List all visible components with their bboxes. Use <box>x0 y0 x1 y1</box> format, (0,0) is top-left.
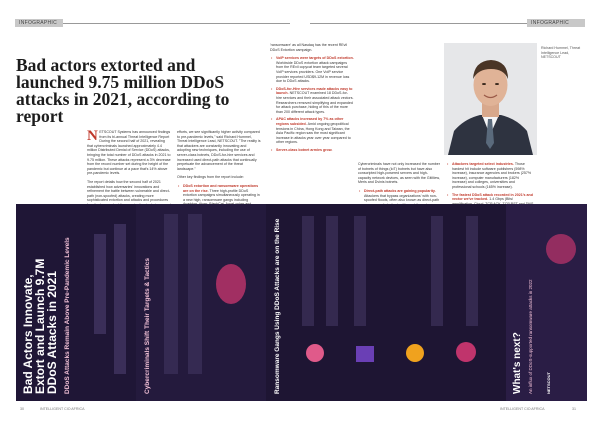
infographic-section-3 <box>266 204 506 401</box>
ransomware-logo-icon <box>456 342 476 362</box>
infographic-graphic <box>546 234 576 264</box>
infographic-text-block <box>164 214 178 374</box>
col3-bullet-1 <box>270 56 354 84</box>
bullet-title: The fastest DDoS attack recorded in 2021's and vector we've tracked. <box>452 192 533 202</box>
bullet-title: DDoS-for-Hire services made attacks easy to launch. <box>276 86 353 96</box>
col1-paragraph-1: ETSCOUT Systems has announced findings from its bi-annual Threat Intelligence Report During the second half of 2021, revealing that cybercriminals launched approximately 4.4 million Distributed Denial of Service (DDoS) attacks, bringing the total number of DDoS attacks in 2021 to 9.75 million. These attacks represent a 3% decrease from the record number set during the height of the pandemic but continue at a pace that's 14% above pre-pandemic levels. <box>87 130 171 176</box>
infographic-text-block <box>114 224 126 374</box>
drop-cap: N <box>87 128 98 144</box>
infographic-text-block <box>354 216 366 326</box>
col2-paragraph-1: efforts, we see significantly higher activity compared to pre-pandemic levels," said Richard Hummel, Threat Intelligence Lead, NETSCOUT. "The reality is that attackers are constantly innovating and adopting new techniques, including the use of server-class botnets, DDoS-for-hire services and increased used direct-path attacks that continually perpetuate the advancement of the threat landscape." <box>177 130 261 171</box>
col3-paragraph-1: 'ransomware' as all Nasdaq has the recent REvil DDoS Extortion campaign. <box>270 43 348 52</box>
bullet-text: Amid ongoing geopolitical tensions in China, Hong Kong and Taiwan, the Asia Pacific region saw the most significant increase in attacks year over year compared to other regions. <box>276 121 351 145</box>
bullet-text: 1.4 Gbps (Bits/ <box>489 197 513 202</box>
ransomware-logo-icon <box>406 344 424 362</box>
infographic-section-4 <box>506 204 587 401</box>
infographic-panel <box>16 204 587 401</box>
infographic-title <box>22 259 58 394</box>
bullet-text: Attackers that bypass organizations' with non-spoofed floods, often also known as direct-path <box>364 193 440 203</box>
header-rule-right <box>310 23 527 24</box>
bullet-title: Direct-path attacks are gaining popularity. <box>364 188 436 193</box>
portrait-illustration <box>444 43 537 155</box>
infographic-tag-left: INFOGRAPHIC <box>15 19 63 27</box>
ransomware-logo-icon <box>356 346 374 362</box>
bullet-text: Those hardest hit include software publishers (598% increase), insurance agencies and brokers (257% increase), computer manufacturers (182% increase) and colleges, universities and professional schools (165% increase). <box>452 162 532 189</box>
article-column-3 <box>270 43 354 155</box>
infographic-section-2 <box>136 204 266 401</box>
bullet-text: Three high-profile DDoS extortion campaigns simultaneously operating in a new high, ransomware gangs including <box>183 188 260 202</box>
infographic-text-block <box>431 216 443 326</box>
col3-bullet-3 <box>270 117 354 145</box>
bullet-title: DDoS extortion and ransomware operations are on the rise. <box>183 183 259 193</box>
infographic-title-line-2: Extort and Launch 9.7M <box>33 258 47 394</box>
photo-caption: Richard Hummel, Threat Intelligence Lead, NETSCOUT <box>541 46 581 60</box>
portrait-photo <box>444 43 537 155</box>
netscout-logo: NETSCOUT <box>546 372 551 394</box>
infographic-section-4-subheading: An influx of DDoS-supported ransomware attacks in 2022 <box>528 279 533 394</box>
infographic-section-1 <box>16 204 136 401</box>
infographic-section-2-heading: Cybercriminals Shift Their Targets & Tactics <box>144 258 151 394</box>
footer-publication-right: INTELLIGENT CIO AFRICA <box>500 407 545 411</box>
infographic-title-line-1: Bad Actors Innovate, <box>21 274 35 394</box>
col3-bullet-2 <box>270 87 354 115</box>
col3-bullet-4 <box>270 148 354 153</box>
page-number-right: 31 <box>572 407 576 411</box>
infographic-text-block <box>188 214 202 374</box>
infographic-section-4-heading: What's next? <box>512 332 523 394</box>
col5-bullet-1 <box>446 162 534 190</box>
infographic-graphic <box>216 264 246 304</box>
bullet-title: VoIP services were targets of DDoS extortion. <box>276 56 354 61</box>
bullet-title: APAC attacks increased by 7% as other regions subsided. <box>276 117 344 126</box>
infographic-text-block <box>466 216 478 326</box>
footer-publication-left: INTELLIGENT CIO AFRICA <box>40 407 85 411</box>
infographic-text-block <box>326 216 338 326</box>
infographic-tag-right: INFOGRAPHIC <box>527 19 585 27</box>
col4-paragraph-1: Cybercriminals have not only increased the number of botnets of things (IoT) botnets but have also conscripted high-powered servers and high-capacity network devices, as seen with the GitMew, Meris and Dvinis botnets. <box>358 162 440 185</box>
col1-paragraph-2: The report details how the second half of 2021 established how adversaries' innovations and refinement the battle between vulnerable and direct-path (non-spoofed) attacks, creating more sophisticated extortion and attacks and procedures <box>87 179 170 203</box>
header-rule-left <box>63 23 290 24</box>
col2-paragraph-2: Other key findings from the report include: <box>177 175 244 180</box>
bullet-text: NETSCOUT examined 18 DDoS-for-hire services and their associated attack vectors. Researchers removed simplifying and expanded for attack purchase, hiding of this of the more than 200 different attack types. <box>276 91 354 114</box>
bullet-text: Worldwide DDoS extortion attack campaigns from the REvil copycat team targeted several VoIP services providers. One VoIP service provider reported USD$9-12M in revenue loss due to DDoS attacks. <box>276 60 350 84</box>
infographic-section-3-heading: Ransomware Gangs Using DDoS Attacks are on the Rise <box>274 218 281 394</box>
infographic-text-block <box>94 234 106 334</box>
infographic-section-1-heading: DDoS Attacks Remain Above Pre-Pandemic Levels <box>64 237 71 394</box>
page-number-left: 30 <box>20 407 24 411</box>
bullet-title: Server-class botnet armies grow. <box>276 147 333 152</box>
article-headline: Bad actors extorted and launched 9.75 million DDoS attacks in 2021, according to report <box>16 55 230 126</box>
infographic-title-line-3: DDoS Attacks in 2021 <box>45 271 59 394</box>
bullet-title: Attackers targeted select industries. <box>452 162 514 166</box>
infographic-text-block <box>302 216 314 326</box>
ransomware-logo-icon <box>306 344 324 362</box>
